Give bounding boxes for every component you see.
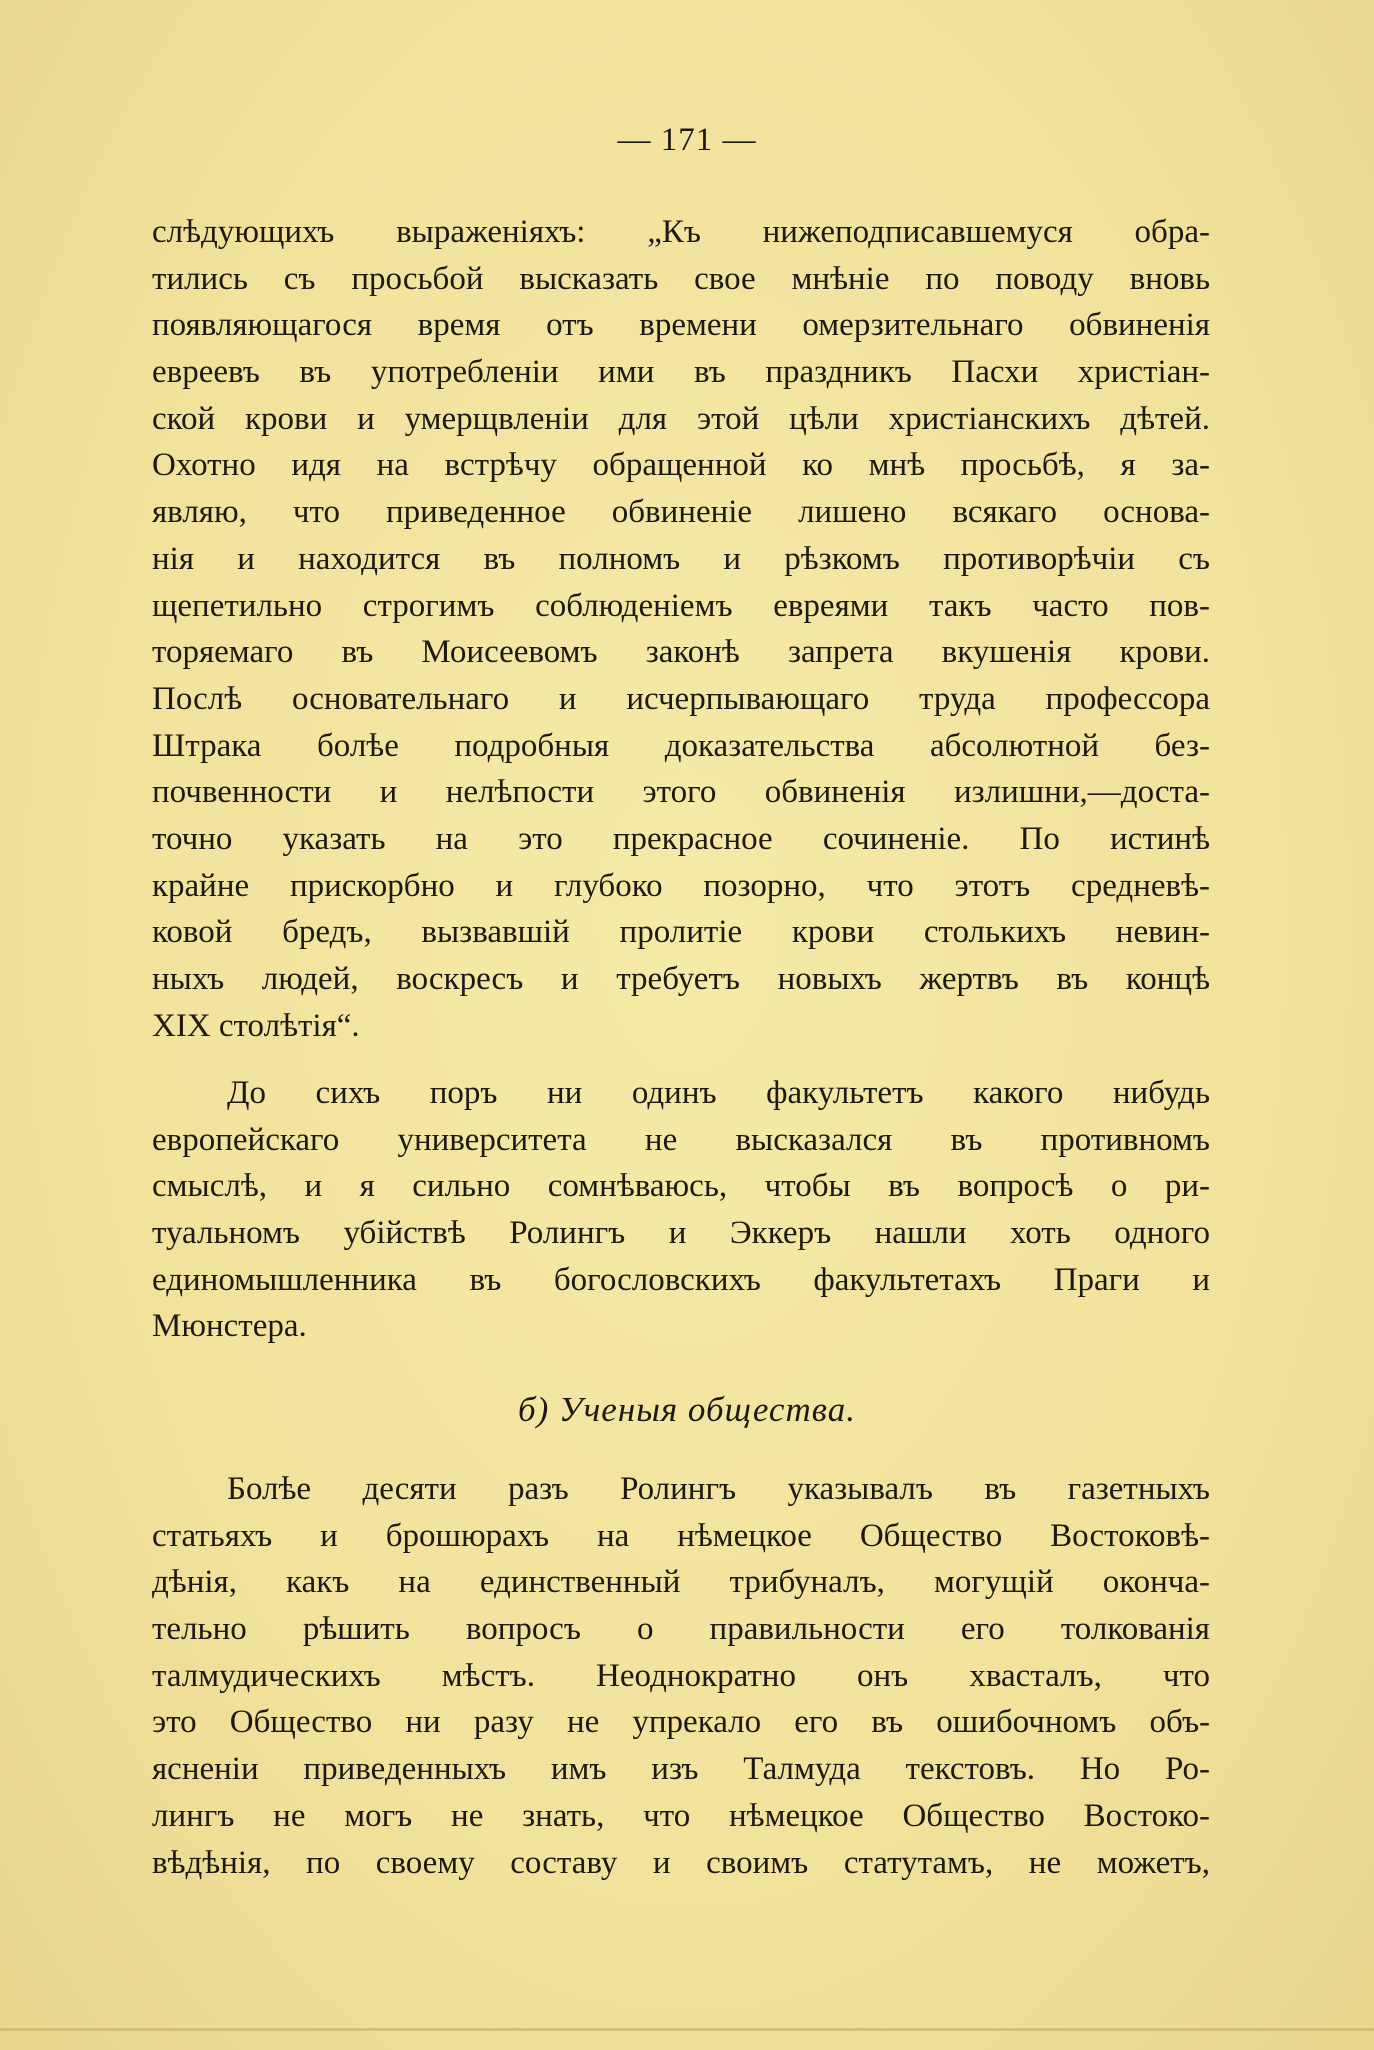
text-line: лингъ не могъ не знать, что нѣмецкое Общество Востоко- <box>152 1797 1210 1834</box>
text-line: туальномъ убiйствѣ Ролингъ и Эккеръ нашли хоть одного <box>152 1215 1210 1252</box>
text-line: европейскаго университета не высказался въ противномъ <box>152 1121 1210 1158</box>
text-line: Мюнстера. <box>152 1308 307 1345</box>
text-line: тились съ просьбой высказать свое мнѣнiе по поводу вновь <box>152 260 1210 297</box>
page-bottom-edge <box>0 2028 1374 2031</box>
text-line: дѣнiя, какъ на единственный трибуналъ, могущiй оконча- <box>152 1564 1210 1601</box>
text-line: Болѣе десяти разъ Ролингъ указывалъ въ газетныхъ <box>227 1471 1210 1507</box>
paragraph-3 <box>152 1466 1210 1886</box>
text-line: XIX столѣтiя“. <box>152 1007 360 1044</box>
text-line: торяемаго въ Моисеевомъ законѣ запрета вкушенiя крови. <box>152 634 1210 671</box>
paragraph-1 <box>152 209 1210 1049</box>
text-line: ясненiи приведенныхъ имъ изъ Талмуда текстовъ. Но Ро- <box>152 1751 1210 1788</box>
text-line: евреевъ въ употребленiи ими въ праздникъ Пасхи христiан- <box>152 354 1210 391</box>
text-line: ской крови и умерщвленiи для этой цѣли христiанскихъ дѣтей. <box>152 400 1210 437</box>
text-line: Охотно идя на встрѣчу обращенной ко мнѣ просьбѣ, я за- <box>152 447 1210 484</box>
text-line: крайне прискорбно и глубоко позорно, что этотъ средневѣ- <box>152 867 1210 904</box>
text-line: появляющагося время отъ времени омерзительнаго обвиненiя <box>152 307 1210 344</box>
section-heading: б) Ученыя общества. <box>518 1390 856 1429</box>
text-line: талмудическихъ мѣстъ. Неоднократно онъ хвасталъ, что <box>152 1657 1210 1694</box>
text-line: слѣдующихъ выраженiяхъ: „Къ нижеподписавшемуся обра- <box>152 214 1210 250</box>
text-line: ныхъ людей, воскресъ и требуетъ новыхъ жертвъ въ концѣ <box>152 961 1210 997</box>
text-line: ковой бредъ, вызвавшiй пролитiе крови столькихъ невин- <box>152 914 1210 951</box>
text-line: смыслѣ, и я сильно сомнѣваюсь, чтобы въ вопросѣ о ри- <box>152 1168 1210 1205</box>
text-line: являю, что приведенное обвиненiе лишено всякаго основа- <box>152 494 1210 531</box>
text-line: почвенности и нелѣпости этого обвиненiя излишни,—доста- <box>152 774 1210 811</box>
text-line: щепетильно строгимъ соблюденiемъ евреями такъ часто пов- <box>152 587 1210 624</box>
text-line: До сихъ поръ ни одинъ факультетъ какого нибудь <box>227 1075 1210 1111</box>
paragraph-2 <box>152 1070 1210 1350</box>
text-line: единомышленника въ богословскихъ факультетахъ Праги и <box>152 1261 1210 1298</box>
text-line: вѣдѣнiя, по своему составу и своимъ статутамъ, не можетъ, <box>152 1844 1210 1881</box>
text-line: Послѣ основательнаго и исчерпывающаго труда профессора <box>152 680 1210 717</box>
text-line: нiя и находится въ полномъ и рѣзкомъ противорѣчiи съ <box>152 540 1210 577</box>
page-number: — 171 — <box>617 122 757 158</box>
text-line: это Общество ни разу не упрекало его въ ошибочномъ объ- <box>152 1704 1210 1741</box>
text-line: точно указать на это прекрасное сочиненiе. По истинѣ <box>152 820 1210 857</box>
text-line: статьяхъ и брошюрахъ на нѣмецкое Общество Востоковѣ- <box>152 1517 1210 1554</box>
text-line: Штрака болѣе подробныя доказательства абсолютной без- <box>152 727 1210 764</box>
text-line: тельно рѣшить вопросъ о правильности его толкованiя <box>152 1611 1210 1648</box>
